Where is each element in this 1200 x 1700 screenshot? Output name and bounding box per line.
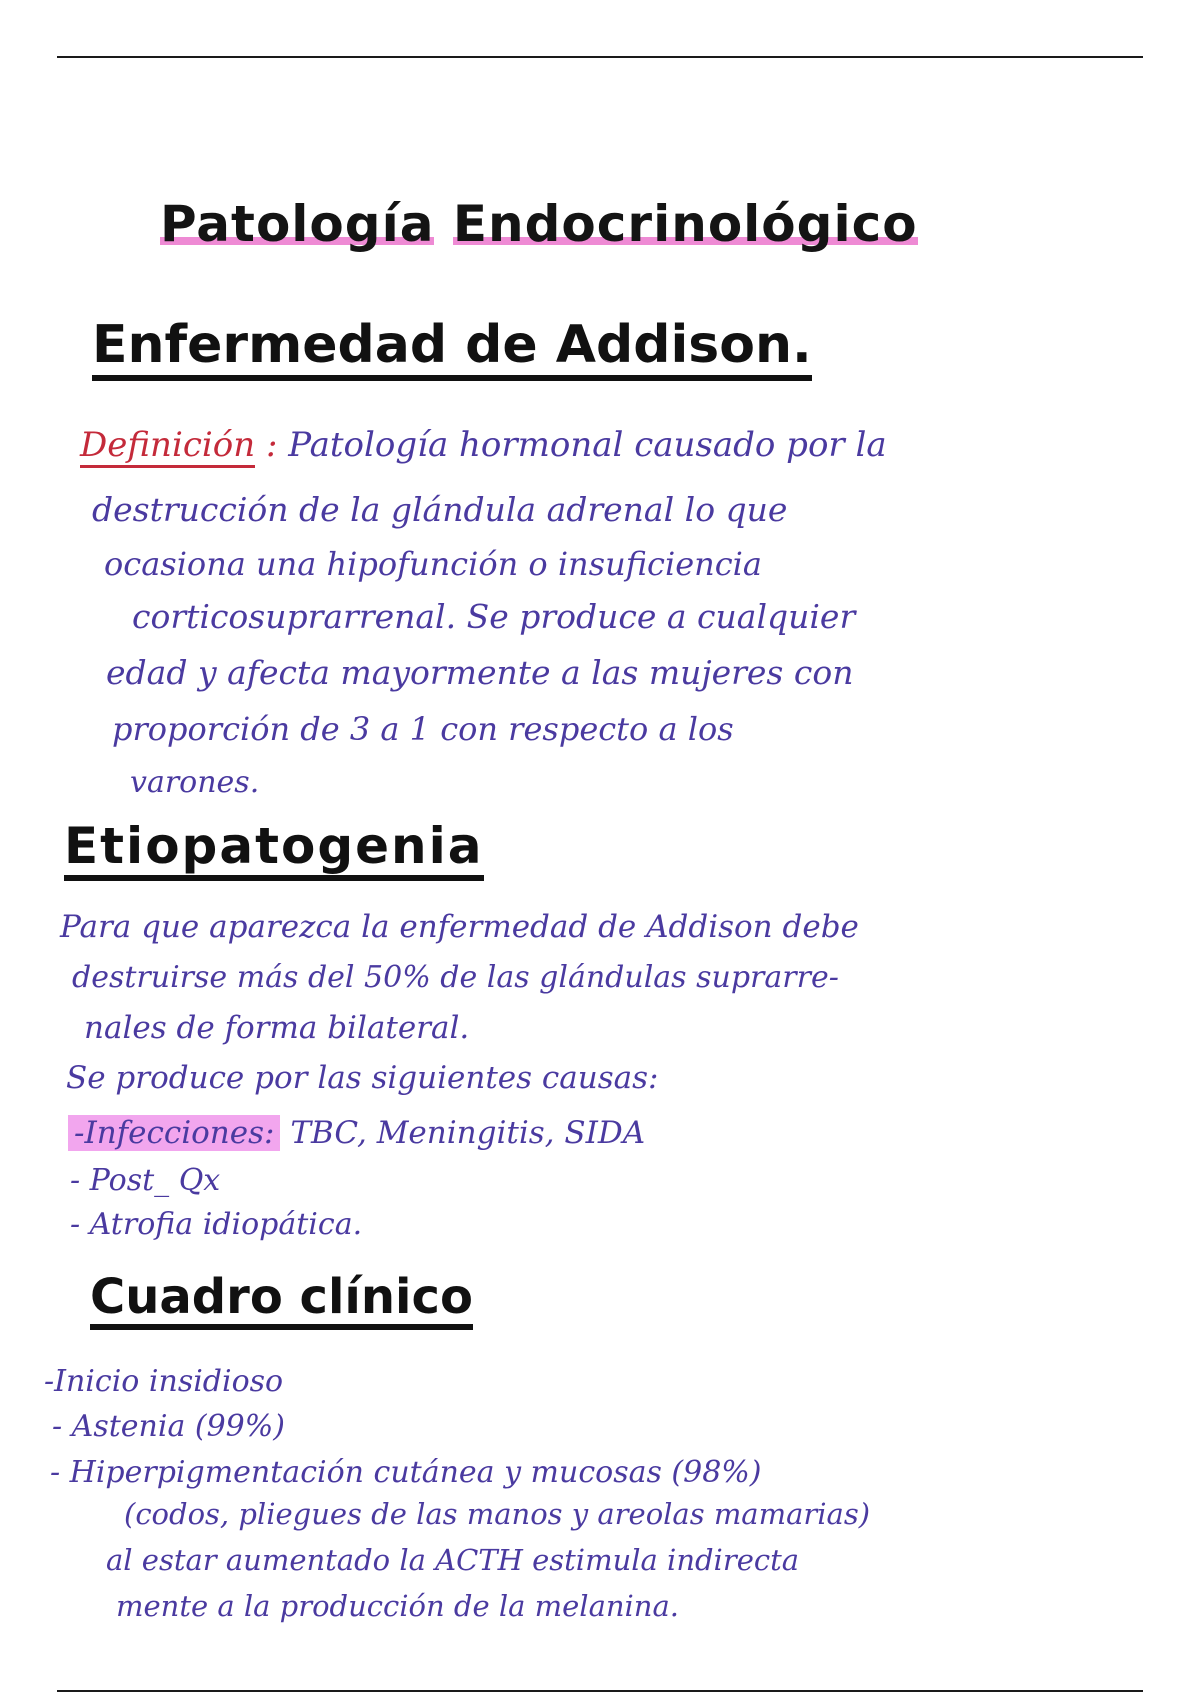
definition-line-3: corticosuprarrenal. Se produce a cualquier xyxy=(132,597,856,636)
etio-line-1: destruirse más del 50% de las glándulas suprarre- xyxy=(72,960,839,995)
top-rule xyxy=(57,56,1143,58)
definition-separator: : xyxy=(265,425,278,465)
title-part-1: Patología xyxy=(160,195,435,253)
cuadro-item-1: - Astenia (99%) xyxy=(52,1409,285,1444)
definition-label: Definición xyxy=(80,425,255,468)
definition-line-6: varones. xyxy=(130,765,260,800)
etio-line-2: nales de forma bilateral. xyxy=(84,1010,470,1046)
addison-heading: Enfermedad de Addison. xyxy=(92,318,812,381)
cause-detail-0: TBC, Meningitis, SIDA xyxy=(280,1115,646,1151)
cuadro-cont-2: mente a la producción de la melanina. xyxy=(116,1589,679,1623)
cuadro-clinico-heading: Cuadro clínico xyxy=(90,1272,473,1330)
definition-line-5: proporción de 3 a 1 con respecto a los xyxy=(112,710,734,748)
cuadro-item-0: -Inicio insidioso xyxy=(44,1364,284,1399)
cuadro-item-2: - Hiperpigmentación cutánea y mucosas (98%) xyxy=(50,1455,762,1490)
bottom-rule xyxy=(57,1690,1143,1692)
cause-label-0: -Infecciones: xyxy=(68,1115,280,1151)
etiopatogenia-heading: Etiopatogenia xyxy=(64,820,484,881)
definition-line-1: destrucción de la glándula adrenal lo que xyxy=(92,490,788,529)
etio-line-0: Para que aparezca la enfermedad de Addison debe xyxy=(60,909,859,945)
definition-line-4: edad y afecta mayormente a las mujeres con xyxy=(106,653,854,692)
definition-text-0: Patología hormonal causado por la xyxy=(288,425,887,465)
etio-line-3: Se produce por las siguientes causas: xyxy=(66,1060,659,1096)
definition-line-2: ocasiona una hipofunción o insuficiencia xyxy=(104,545,762,583)
page-title xyxy=(160,195,918,253)
cause-item-0 xyxy=(68,1115,646,1151)
definition-line-0 xyxy=(80,425,887,465)
title-part-2: Endocrinológico xyxy=(452,195,918,253)
cause-item-2: - Atrofia idiopática. xyxy=(70,1207,363,1242)
cause-item-1: - Post_ Qx xyxy=(70,1163,221,1198)
cuadro-cont-1: al estar aumentado la ACTH estimula indirecta xyxy=(106,1543,800,1577)
cuadro-cont-0: (codos, pliegues de las manos y areolas mamarias) xyxy=(124,1497,871,1531)
